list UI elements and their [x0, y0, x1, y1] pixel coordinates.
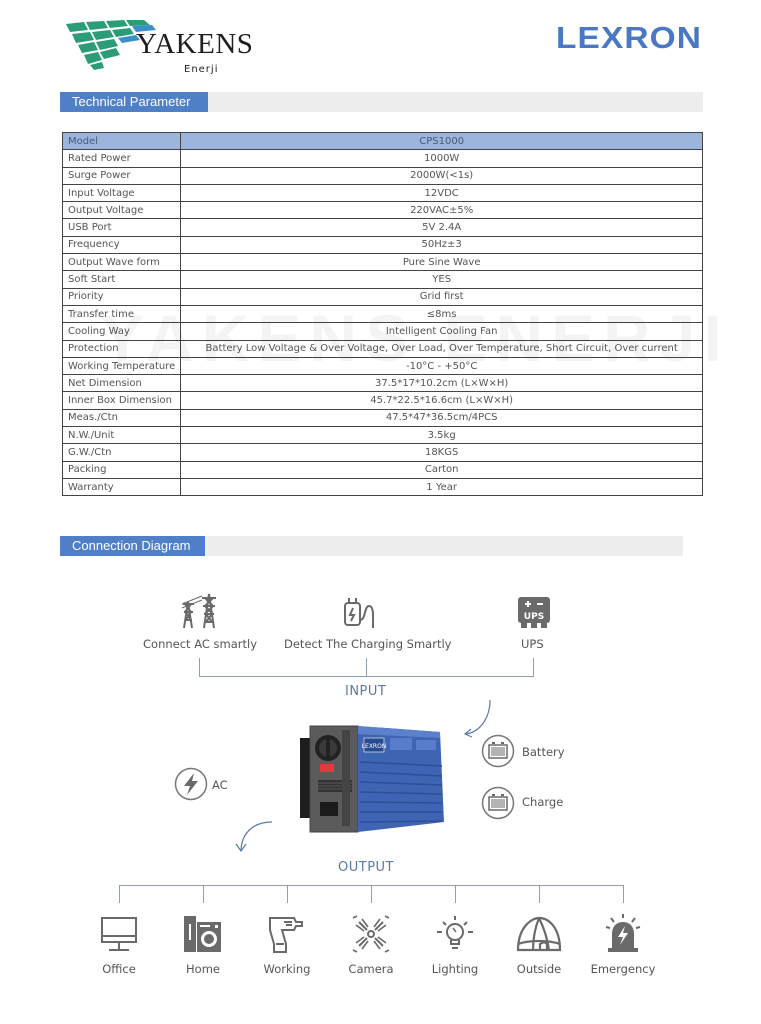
- row-value: 3.5kg: [181, 427, 703, 444]
- row-label: Cooling Way: [63, 323, 181, 340]
- row-value: 45.7*22.5*16.6cm (L×W×H): [181, 392, 703, 409]
- table-row: [63, 409, 703, 426]
- drone-icon: [350, 913, 392, 955]
- arrow-to-device-icon: [460, 698, 496, 738]
- row-label: Packing: [63, 461, 181, 478]
- section-title: Technical Parameter: [60, 92, 208, 112]
- row-label: Inner Box Dimension: [63, 392, 181, 409]
- connector-line: [119, 885, 120, 903]
- table-row: [63, 375, 703, 392]
- input-item-label: UPS: [521, 637, 544, 651]
- power-tower-icon: [178, 590, 220, 630]
- row-label: Output Wave form: [63, 254, 181, 271]
- output-item-label: Outside: [516, 962, 562, 976]
- table-row: [63, 305, 703, 322]
- row-value: 1 Year: [181, 478, 703, 495]
- row-label: Output Voltage: [63, 202, 181, 219]
- connector-line: [533, 658, 534, 676]
- input-item-label: Detect The Charging Smartly: [284, 637, 452, 651]
- table-row: [63, 236, 703, 253]
- connector-line: [623, 885, 624, 903]
- output-item-label: Working: [263, 962, 311, 976]
- row-value: 1000W: [181, 150, 703, 167]
- side-item-label: AC: [212, 778, 228, 792]
- battery-charge-icon: [481, 786, 515, 820]
- connector-line: [455, 885, 456, 903]
- row-label: Surge Power: [63, 167, 181, 184]
- row-value: -10°C - +50°C: [181, 357, 703, 374]
- table-row: [63, 184, 703, 201]
- spec-table: [62, 132, 703, 496]
- input-item-label: Connect AC smartly: [143, 637, 258, 651]
- table-row: [63, 392, 703, 409]
- table-row: [63, 444, 703, 461]
- connector-line: [371, 885, 372, 903]
- svg-text:UPS: UPS: [523, 612, 545, 622]
- table-row: [63, 323, 703, 340]
- output-item-label: Lighting: [431, 962, 479, 976]
- row-label: Meas./Ctn: [63, 409, 181, 426]
- row-label: G.W./Ctn: [63, 444, 181, 461]
- row-value: 2000W(<1s): [181, 167, 703, 184]
- battery-icon: [481, 734, 515, 768]
- charger-plug-icon: [342, 594, 378, 630]
- output-item-label: Office: [102, 962, 136, 976]
- lightning-icon: [174, 767, 208, 801]
- side-item-label: Charge: [522, 795, 564, 809]
- table-row: [63, 271, 703, 288]
- connector-line: [287, 885, 288, 903]
- washing-machine-icon: [183, 914, 223, 954]
- input-title: INPUT: [345, 684, 387, 699]
- yakens-wordmark: YAKENS: [136, 28, 254, 60]
- computer-monitor-icon: [99, 916, 139, 954]
- section-title: Connection Diagram: [60, 536, 205, 556]
- table-row: [63, 461, 703, 478]
- device-brand: LEXRON: [361, 743, 387, 750]
- row-value: Intelligent Cooling Fan: [181, 323, 703, 340]
- row-value: 50Hz±3: [181, 236, 703, 253]
- ups-icon: [517, 596, 551, 630]
- table-row: [63, 150, 703, 167]
- table-row: [63, 427, 703, 444]
- row-value: Carton: [181, 461, 703, 478]
- row-label: N.W./Unit: [63, 427, 181, 444]
- row-label: Soft Start: [63, 271, 181, 288]
- connector-line: [366, 658, 367, 676]
- row-value: 12VDC: [181, 184, 703, 201]
- inverter-product-image: [300, 722, 448, 838]
- row-label: Priority: [63, 288, 181, 305]
- row-value: 18KGS: [181, 444, 703, 461]
- output-title: OUTPUT: [338, 860, 394, 875]
- table-row: [63, 357, 703, 374]
- tent-icon: [515, 914, 563, 954]
- table-row: [63, 202, 703, 219]
- side-item-label: Battery: [522, 745, 565, 759]
- row-label: Input Voltage: [63, 184, 181, 201]
- table-row: [63, 288, 703, 305]
- row-value: 37.5*17*10.2cm (L×W×H): [181, 375, 703, 392]
- row-label: Transfer time: [63, 305, 181, 322]
- connector-line: [199, 676, 534, 677]
- table-row: [63, 478, 703, 495]
- row-label: Net Dimension: [63, 375, 181, 392]
- connector-line: [203, 885, 204, 903]
- header-label: Model: [63, 133, 181, 150]
- row-value: 5V 2.4A: [181, 219, 703, 236]
- row-label: Frequency: [63, 236, 181, 253]
- table-row: [63, 254, 703, 271]
- row-value: 220VAC±5%: [181, 202, 703, 219]
- table-header-row: [63, 133, 703, 150]
- output-item-label: Emergency: [590, 962, 656, 976]
- row-value: Battery Low Voltage & Over Voltage, Over Load, Over Temperature, Short Circuit, Over current: [181, 340, 703, 357]
- table-row: [63, 340, 703, 357]
- output-item-label: Camera: [348, 962, 394, 976]
- header-value: CPS1000: [181, 133, 703, 150]
- connection-diagram-header: [60, 536, 683, 556]
- power-drill-icon: [266, 914, 306, 956]
- row-value: YES: [181, 271, 703, 288]
- row-value: 47.5*47*36.5cm/4PCS: [181, 409, 703, 426]
- row-label: Rated Power: [63, 150, 181, 167]
- lexron-logo: LEXRON: [556, 20, 703, 55]
- row-value: ≤8ms: [181, 305, 703, 322]
- emergency-siren-icon: [603, 912, 643, 954]
- table-row: [63, 219, 703, 236]
- technical-parameter-header: [60, 92, 703, 112]
- light-bulb-icon: [435, 914, 475, 954]
- arrow-to-output-icon: [232, 818, 276, 854]
- output-item-label: Home: [186, 962, 220, 976]
- row-label: Working Temperature: [63, 357, 181, 374]
- yakens-subtitle: Enerji: [184, 64, 219, 75]
- connector-line: [199, 658, 200, 676]
- row-value: Grid first: [181, 288, 703, 305]
- row-label: Warranty: [63, 478, 181, 495]
- connector-line: [539, 885, 540, 903]
- table-row: [63, 167, 703, 184]
- row-value: Pure Sine Wave: [181, 254, 703, 271]
- yakens-logo: [64, 18, 284, 80]
- row-label: Protection: [63, 340, 181, 357]
- row-label: USB Port: [63, 219, 181, 236]
